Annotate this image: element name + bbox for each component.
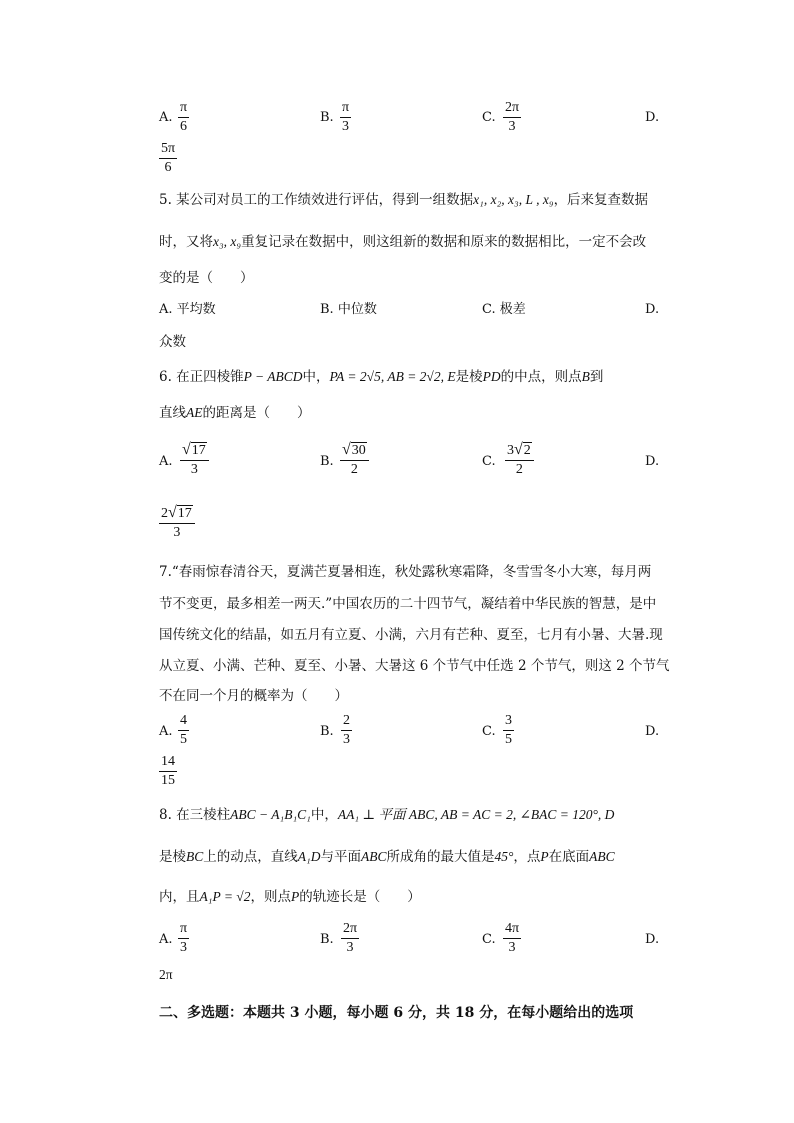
q8-option-d-letter: D. [645,932,660,947]
q7-option-c-letter: C. [482,724,496,739]
q4-option-d-letter: D. [645,110,660,125]
q7-line-1: 7.“春雨惊春清谷天，夏满芒夏暑相连，秋处露秋寒霜降，冬雪雪冬小大寒，每月两 [159,564,652,580]
q6-option-c-letter: C. [482,454,496,469]
q4-option-b-letter: B. [320,110,334,125]
q7-option-d-letter: D. [645,724,660,739]
q6-line-2: 直线AE的距离是（ ） [159,405,311,421]
q8-option-a-letter: A. [159,932,173,947]
q6-option-b-value: √ 30 2 [340,442,369,478]
q5-option-c: C. 极差 [482,302,526,317]
q4-option-d-value: $\frac{5\pi}{6}$ [161,141,176,175]
q5-option-d: D. [645,302,660,317]
q5-line-3: 变的是（ ） [159,270,254,286]
q5-option-d-text: 众数 [159,334,186,350]
q7-option-b-value: $\frac{2}{3}$ [343,713,350,747]
q8-line-2: 是棱BC上的动点，直线A₁D与平面ABC所成角的最大值是45°，点P在底面ABC [159,849,615,865]
q8-option-b-letter: B. [320,932,334,947]
q7-option-b-letter: B. [320,724,334,739]
q5-option-a: A. 平均数 [159,302,216,317]
q5-line-2: 时，又将x₃, x₉重复记录在数据中，则这组新的数据和原来的数据相比，一定不会改 [159,234,647,250]
q4-option-a-value: $\frac{\pi}{6}$ [180,100,188,134]
q6-option-a-letter: A. [159,454,173,469]
q8-option-a-value: $\frac{\pi}{3}$ [180,921,188,955]
q6-option-d-letter: D. [645,454,660,469]
q8-line-3: 内，且A₁P = √2，则点P的轨迹长是（ ） [159,889,421,905]
q4-option-c-letter: C. [482,110,496,125]
q6-option-a-value: √ 17 3 [180,442,209,478]
q8-option-d-value: 2π [159,967,173,982]
q8-line-1: 8. 在三棱柱ABC − A₁B₁C₁中，AA₁ ⊥ 平面 ABC, AB = AC = 2, ∠BAC = 120°, D [159,807,615,823]
q7-line-3: 国传统文化的结晶，如五月有立夏、小满，六月有芒种、夏至，七月有小暑、大暑.现 [159,627,663,643]
q4-option-a-letter: A. [159,110,173,125]
q8-option-c-value: $\frac{4\pi}{3}$ [505,921,520,955]
q6-line-1: 6. 在正四棱锥P − ABCD中，PA = 2√5, AB = 2√2, E是棱PD的中点，则点B到 [159,369,604,385]
q7-option-a-value: $\frac{4}{5}$ [180,713,187,747]
q7-line-4: 从立夏、小满、芒种、夏至、小暑、大暑这 6 个节气中任选 2 个节气，则这 2 个节气 [159,658,670,674]
q7-option-c-value: $\frac{3}{5}$ [505,713,512,747]
section-2-heading: 二、多选题：本题共 3 小题，每小题 6 分，共 18 分，在每小题给出的选项 [159,1005,634,1021]
q7-option-d-value: $\frac{14}{15}$ [161,754,175,788]
q7-line-2: 节不变更，最多相差一两天.”中国农历的二十四节气，凝结着中华民族的智慧，是中 [159,596,657,612]
q7-option-a-letter: A. [159,724,173,739]
q8-option-c-letter: C. [482,932,496,947]
q6-option-b-letter: B. [320,454,334,469]
q6-option-d-value: 2 √ 17 3 [159,505,195,541]
q5-line-1: 5. 某公司对员工的工作绩效进行评估，得到一组数据x₁, x₂, x₃, L , x₉，后来复查数据 [159,192,649,208]
q5-option-b: B. 中位数 [320,302,377,317]
q7-line-5: 不在同一个月的概率为（ ） [159,688,348,704]
q4-option-b-value: $\frac{\pi}{3}$ [342,100,350,134]
q8-option-b-value: $\frac{2\pi}{3}$ [343,921,358,955]
q4-option-c-value: $\frac{2\pi}{3}$ [505,100,520,134]
q6-option-c-value: 3 √ 2 2 [505,442,534,478]
